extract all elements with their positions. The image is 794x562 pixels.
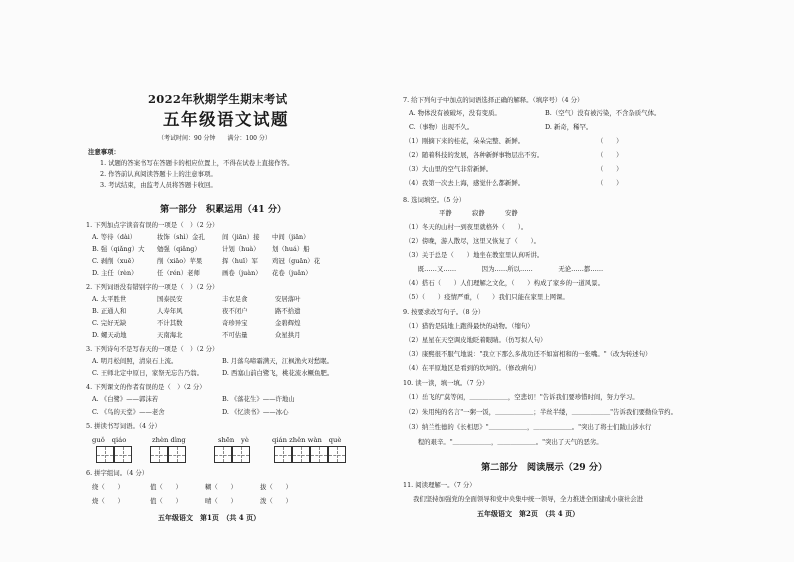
q2-c4: 金碧辉煌: [275, 319, 301, 327]
q8-item-5: （5）（ ）疫情严重，（ ）我们只能在家里上网课。: [405, 293, 569, 301]
q7-blank-2[interactable]: （ ）: [597, 151, 623, 159]
note-3: 3. 考试结束，由监考人员将答题卡收回。: [100, 181, 217, 189]
q8-connectives: 既……又…… 因为……所以…… 无论……都……: [405, 265, 604, 273]
q6-b4: 泼（ ）: [260, 497, 292, 505]
page-footer: 五年级语文 第1页 （共 4 页）: [158, 513, 261, 522]
q9-item-2: （2）星星在天空调皮地眨着眼睛。（仿写拟人句）: [405, 336, 547, 344]
q8-stem: 8. 选词填空。（5 分）: [403, 196, 466, 204]
writing-grid[interactable]: [310, 446, 328, 463]
note-2: 2. 作答前认真阅读答题卡上的注意事项。: [100, 170, 217, 178]
writing-grid[interactable]: [150, 446, 168, 463]
q10-item-2: （2）朱用纯的名言"一粥一饭，＿＿＿＿＿＿；半丝半缕，＿＿＿＿＿＿"告诉我们要勤俭节约。: [405, 408, 677, 416]
q8-item-4: （4）搭石（ ）人们理解之文化，（ ）构成了家乡的一道风景。: [405, 279, 604, 287]
q6-stem: 6. 拼字组词。（4 分）: [86, 469, 149, 477]
q1-a2: 妆饰（shì）金孔: [157, 233, 205, 241]
q10-stem: 10. 读一读，填一填。（7 分）: [403, 379, 489, 387]
q7-opt-d: D. 新奇，稀罕。: [545, 123, 593, 131]
q2-d1: D. 螺天动地: [92, 331, 127, 339]
q10-item-3b: 程的艰辛。"＿＿＿＿＿＿，＿＿＿＿＿＿。"突出了天气的恶劣。: [405, 438, 603, 446]
q6-a2: 值（ ）: [150, 483, 182, 491]
writing-grid[interactable]: [328, 446, 346, 463]
q6-a4: 拔（ ）: [260, 483, 292, 491]
q1-c1: C. 剥削（xuē）: [92, 257, 138, 265]
q1-a1: A. 等待（dài）: [92, 233, 137, 241]
q8-item-1: （1）冬天的山村一到夜里就格外（ ）。: [405, 223, 528, 231]
q4-d: D. 《忆读书》——冰心: [222, 408, 289, 416]
q6-b3: 晴（ ）: [205, 497, 237, 505]
q3-a: A. 明月松间照，清泉石上流。: [92, 357, 178, 365]
q1-c4: 鸡冠（guān）花: [272, 257, 321, 265]
note-1: 1. 试题的答案书写在答题卡的相应位置上，不得在试卷上直接作答。: [100, 159, 294, 167]
part2-heading: 第二部分 阅读展示（29 分）: [481, 462, 608, 473]
q8-word-3: 安静: [505, 209, 518, 217]
q5-pinyin-2: zhèn dìng: [152, 436, 186, 444]
q1-b3: 计划（huà）: [222, 245, 260, 253]
q4-b: B. 《落花生》——许地山: [222, 395, 295, 403]
q7-blank-1[interactable]: （ ）: [597, 137, 623, 145]
q2-d3: 不可估量: [222, 331, 248, 339]
q5-pinyin-4: qián zhěn wàn què: [272, 436, 342, 444]
part1-heading: 第一部分 积累运用（41 分）: [160, 204, 287, 215]
page-2: [397, 0, 794, 562]
q5-stem: 5. 拼读书写词语。（4 分）: [86, 422, 161, 430]
q7-item-3: （3）大山里的空气非常新鲜。: [405, 165, 493, 173]
q7-item-1: （1）刚摘下来的桂花，朵朵完整、新鲜。: [405, 137, 525, 145]
q11-text: 我们坚持加强党的全面领导和党中央集中统一领导，全力推进全面建成小康社会进: [413, 495, 644, 503]
writing-grid[interactable]: [168, 446, 186, 463]
q10-item-1: （1）岳飞的"莫等闲，＿＿＿＿＿＿，空悲切！"告诉我们要珍惜时间，努力学习。: [405, 393, 639, 401]
writing-grid[interactable]: [292, 446, 310, 463]
q2-d4: 众星拱月: [275, 331, 301, 339]
q2-a4: 安居落叶: [275, 295, 301, 303]
writing-grid[interactable]: [232, 446, 250, 463]
q1-b4: 划（huá）船: [272, 245, 310, 253]
q7-blank-4[interactable]: （ ）: [597, 179, 623, 187]
q1-d2: 任（rén）老师: [157, 269, 200, 277]
q8-word-1: 平静: [439, 209, 452, 217]
q1-c2: 削（xiāo）苹果: [157, 257, 203, 265]
subject-title: 五年级语文试题: [163, 110, 289, 129]
q7-opt-a: A. 物体没有被破坏，没有变质。: [409, 109, 501, 117]
q8-item-3: （3）关于总是（ ）地坐在教室里认真听讲。: [405, 251, 544, 259]
q7-opt-c: C.（事物）出现不久。: [409, 123, 474, 131]
q2-a3: 丰衣足食: [222, 295, 248, 303]
q1-d4: 花卷（juǎn）: [272, 269, 312, 277]
q7-item-2: （2）随着科技的发展，各种新鲜事物层出不穷。: [405, 151, 544, 159]
q3-b: B. 月落乌啼霜满天，江枫渔火对愁眠。: [222, 357, 334, 365]
page-footer: 五年级语文 第2页 （共 4 页）: [477, 509, 580, 518]
q1-b2: 勉强（qiǎng）: [157, 245, 201, 253]
q3-d: D. 西塞山前白鹭飞，桃花流水鳜鱼肥。: [222, 369, 334, 377]
q7-opt-b: B.（空气）没有被污染，不含杂质气体。: [545, 109, 661, 117]
q2-c3: 奇珍异宝: [222, 319, 248, 327]
q8-item-2: （2）傍晚，游人散尽，这里又恢复了（ ）。: [405, 237, 541, 245]
q9-item-3: （3）康熙很不服气地说："我立下那么多战功还不如富相和的一张嘴。"（改为转述句）: [405, 350, 652, 358]
q3-c: C. 王师北定中原日，家祭无忘告乃翁。: [92, 369, 203, 377]
q1-c3: 挥（huī）军: [222, 257, 258, 265]
q2-c2: 不计其数: [157, 319, 183, 327]
q8-word-2: 寂静: [472, 209, 485, 217]
q9-item-1: （1）猎豹是陆地上跑得最快的动物。（缩句）: [405, 322, 534, 330]
q2-b1: B. 正通人和: [92, 307, 127, 315]
q2-a1: A. 太平胜世: [92, 295, 127, 303]
q7-item-4: （4）我第一次去上海，感觉什么都新鲜。: [405, 179, 525, 187]
q1-d3: 画卷（juàn）: [222, 269, 262, 277]
q3-stem: 3. 下列诗句不是写春天的一项是（ ）（2 分）: [86, 345, 219, 353]
q11-stem: 11. 阅读理解一。（7 分）: [403, 481, 476, 489]
q4-c: C. 《鸟的天堂》——老舍: [92, 408, 165, 416]
q7-blank-3[interactable]: （ ）: [597, 165, 623, 173]
q4-stem: 4. 下列课文的作者有误的是（ ）（2 分）: [86, 383, 206, 391]
q1-a3: 间（jiān）接: [222, 233, 260, 241]
q9-stem: 9. 按要求改写句子。（8 分）: [403, 308, 485, 316]
q6-a1: 绕（ ）: [92, 483, 124, 491]
q7-stem: 7. 给下列句子中加点的词语选择正确的解释。（填序号）（4 分）: [403, 96, 584, 104]
q6-a3: 糊（ ）: [205, 483, 237, 491]
q2-b3: 夜不闭户: [222, 307, 248, 315]
q2-d2: 天南海北: [157, 331, 183, 339]
q2-b4: 路不拾遗: [275, 307, 301, 315]
q1-stem: 1. 下列加点字读音有误的一项是（ ）（2 分）: [86, 221, 219, 229]
q10-item-3: （3）纳兰性德的《长相思》"＿＿＿＿＿＿，＿＿＿＿＿＿。"突出了将士们跋山涉水行: [405, 423, 652, 431]
writing-grid[interactable]: [96, 446, 114, 463]
q2-c1: C. 完好无缺: [92, 319, 127, 327]
writing-grid[interactable]: [274, 446, 292, 463]
q2-a2: 国泰民安: [157, 295, 183, 303]
q4-a: A. 《白鹭》——郭沫若: [92, 395, 159, 403]
q2-b2: 人寿年风: [157, 307, 183, 315]
q6-b2: 值（ ）: [150, 497, 182, 505]
q6-b1: 烧（ ）: [92, 497, 124, 505]
q1-d1: D. 主任（rèn）: [92, 269, 138, 277]
notes-heading: 注意事项：: [88, 148, 120, 156]
exam-title: 2022年秋期学生期末考试: [148, 92, 288, 106]
writing-grid[interactable]: [114, 446, 132, 463]
writing-grid[interactable]: [214, 446, 232, 463]
exam-info: （考试时间：90 分钟 满分：100 分）: [158, 135, 271, 142]
q9-item-4: （4）在平原地区是看到的坎坷的。（修改病句）: [405, 364, 541, 372]
q1-b1: B. 强（qiǎng）大: [92, 245, 145, 253]
q5-pinyin-1: guǒ qiáo: [92, 436, 127, 444]
q1-a4: 中间（jiān）: [272, 233, 310, 241]
q5-pinyin-3: shēn yè: [218, 436, 249, 444]
q2-stem: 2. 下列词语没有错别字的一项是（ ）（2 分）: [86, 283, 219, 291]
